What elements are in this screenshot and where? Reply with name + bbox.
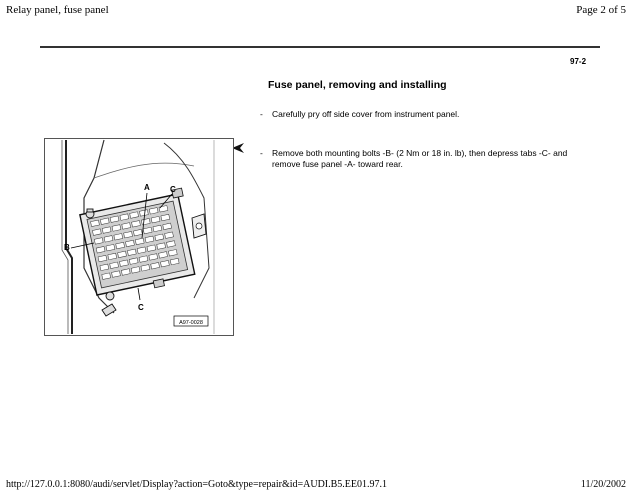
step-dash: - [260,109,263,119]
figure-label-c-top: C [170,185,176,194]
fuse-panel-illustration [44,138,234,336]
figure-label-c-bottom: C [138,303,144,312]
figure-code: A97-0028 [179,320,203,326]
figure-label-b: B [64,243,70,252]
section-number: 97-2 [570,57,587,66]
step-item [260,109,600,120]
page-title: Fuse panel, removing and installing [268,79,447,91]
step-text: Carefully pry off side cover from instrument panel. [272,109,460,119]
header-title: Relay panel, fuse panel [6,4,109,16]
header-page-number: Page 2 of 5 [576,4,626,16]
figure-label-a: A [144,183,150,192]
footer-url: http://127.0.0.1:8080/audi/servlet/Display?action=Goto&type=repair&id=AUDI.B5.EE01.97.1 [6,479,388,490]
step-item [260,148,600,170]
step-text: Remove both mounting bolts -B- (2 Nm or 18 in. lb), then depress tabs -C- and remove fuse panel -A- toward rear. [272,148,568,169]
header-rule [40,46,600,48]
footer-date: 11/20/2002 [580,479,626,490]
step-dash: - [260,148,263,158]
